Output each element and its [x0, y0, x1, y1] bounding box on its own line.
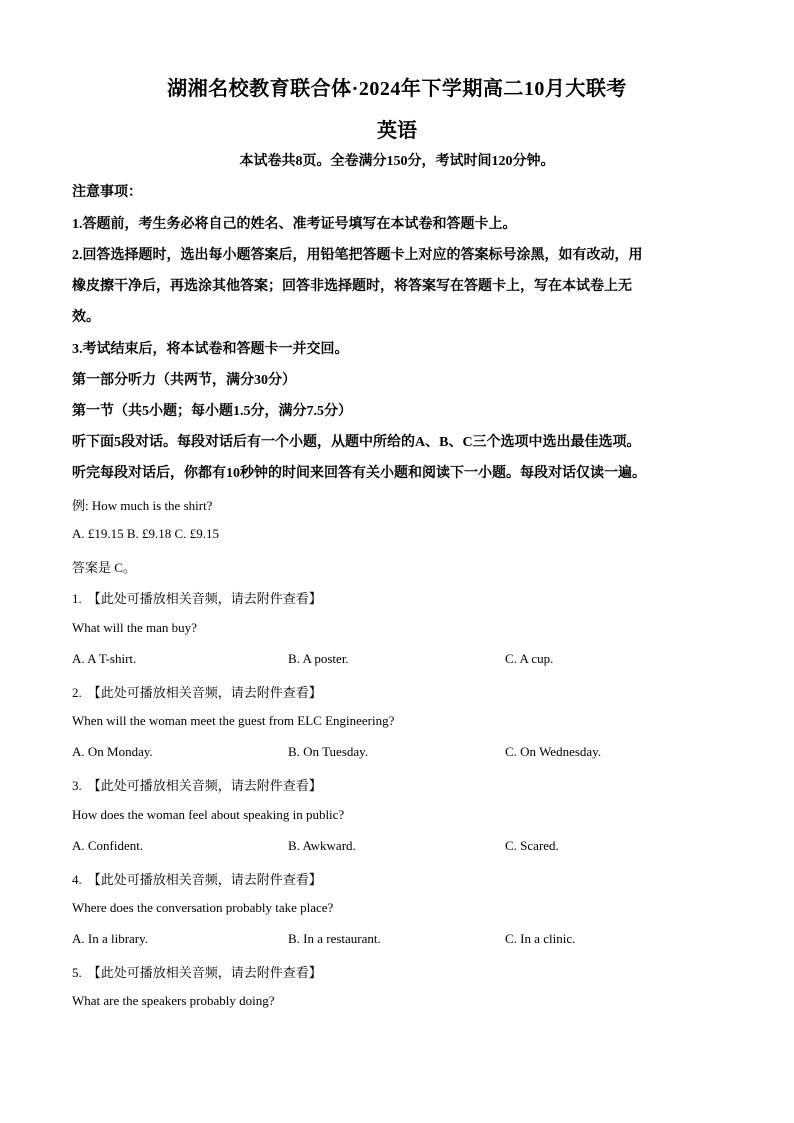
instruction-line-2: 听完每段对话后，你都有10秒钟的时间来回答有关小题和阅读下一小题。每段对话仅读一遍。	[72, 466, 646, 481]
notes-item-1: 1.答题前，考生务必将自己的姓名、准考证号填写在本试卷和答题卡上。	[72, 217, 517, 232]
question-number: 1.	[72, 591, 82, 606]
audio-note[interactable]: 【此处可播放相关音频，请去附件查看】	[87, 685, 322, 700]
audio-note[interactable]: 【此处可播放相关音频，请去附件查看】	[87, 591, 322, 606]
example-answer: 答案是 C。	[72, 560, 136, 575]
audio-note[interactable]: 【此处可播放相关音频，请去附件查看】	[87, 872, 322, 887]
exam-subject: 英语	[377, 120, 417, 142]
question-number: 5.	[72, 965, 82, 980]
question-2-option-a: A. On Monday.	[72, 744, 153, 759]
question-3-option-a: A. Confident.	[72, 838, 144, 853]
instruction-line-1: 听下面5段对话。每段对话后有一个小题，从题中所给的A、B、C三个选项中选出最佳选项。	[72, 435, 641, 450]
section1-heading: 第一节（共5小题；每小题1.5分，满分7.5分）	[72, 404, 352, 419]
notes-item-2-line-1: 2.回答选择题时，选出每小题答案后，用铅笔把答题卡上对应的答案标号涂黑，如有改动，用	[72, 248, 643, 263]
question-number: 3.	[72, 778, 82, 793]
example-question: 例: How much is the shirt?	[72, 498, 213, 513]
notes-heading: 注意事项：	[72, 185, 142, 200]
notes-item-3: 3.考试结束后，将本试卷和答题卡一并交回。	[72, 342, 349, 357]
question-1-option-a: A. A T-shirt.	[72, 651, 137, 666]
part1-heading: 第一部分听力（共两节，满分30分）	[72, 373, 296, 388]
question-4-audio-line	[72, 869, 732, 888]
question-1-option-c: C. A cup.	[505, 651, 554, 666]
example-options: A. £19.15 B. £9.18 C. £9.15	[72, 526, 219, 541]
question-3-option-b: B. Awkward.	[288, 838, 356, 853]
audio-note[interactable]: 【此处可播放相关音频，请去附件查看】	[87, 778, 322, 793]
question-2-audio-line	[72, 682, 732, 701]
question-number: 2.	[72, 685, 82, 700]
question-1-text: What will the man buy?	[72, 620, 197, 635]
exam-title: 湖湘名校教育联合体·2024年下学期高二10月大联考	[167, 78, 627, 100]
question-2-text: When will the woman meet the guest from ELC Engineering?	[72, 713, 395, 728]
notes-item-2-line-3: 效。	[72, 310, 100, 325]
notes-item-2-line-2: 橡皮擦干净后，再选涂其他答案；回答非选择题时，将答案写在答题卡上，写在本试卷上无	[72, 279, 632, 294]
question-5-text: What are the speakers probably doing?	[72, 993, 275, 1008]
question-4-option-c: C. In a clinic.	[505, 931, 576, 946]
question-1-audio-line	[72, 588, 732, 607]
question-4-option-b: B. In a restaurant.	[288, 931, 381, 946]
question-number: 4.	[72, 872, 82, 887]
question-1-option-b: B. A poster.	[288, 651, 349, 666]
question-3-text: How does the woman feel about speaking in public?	[72, 807, 345, 822]
question-4-option-a: A. In a library.	[72, 931, 149, 946]
question-5-audio-line	[72, 962, 732, 981]
question-3-option-c: C. Scared.	[505, 838, 559, 853]
question-3-audio-line	[72, 775, 732, 794]
audio-note[interactable]: 【此处可播放相关音频，请去附件查看】	[87, 965, 322, 980]
exam-info: 本试卷共8页。全卷满分150分，考试时间120分钟。	[239, 154, 555, 169]
question-2-option-c: C. On Wednesday.	[505, 744, 602, 759]
question-4-text: Where does the conversation probably take place?	[72, 900, 334, 915]
question-2-option-b: B. On Tuesday.	[288, 744, 369, 759]
